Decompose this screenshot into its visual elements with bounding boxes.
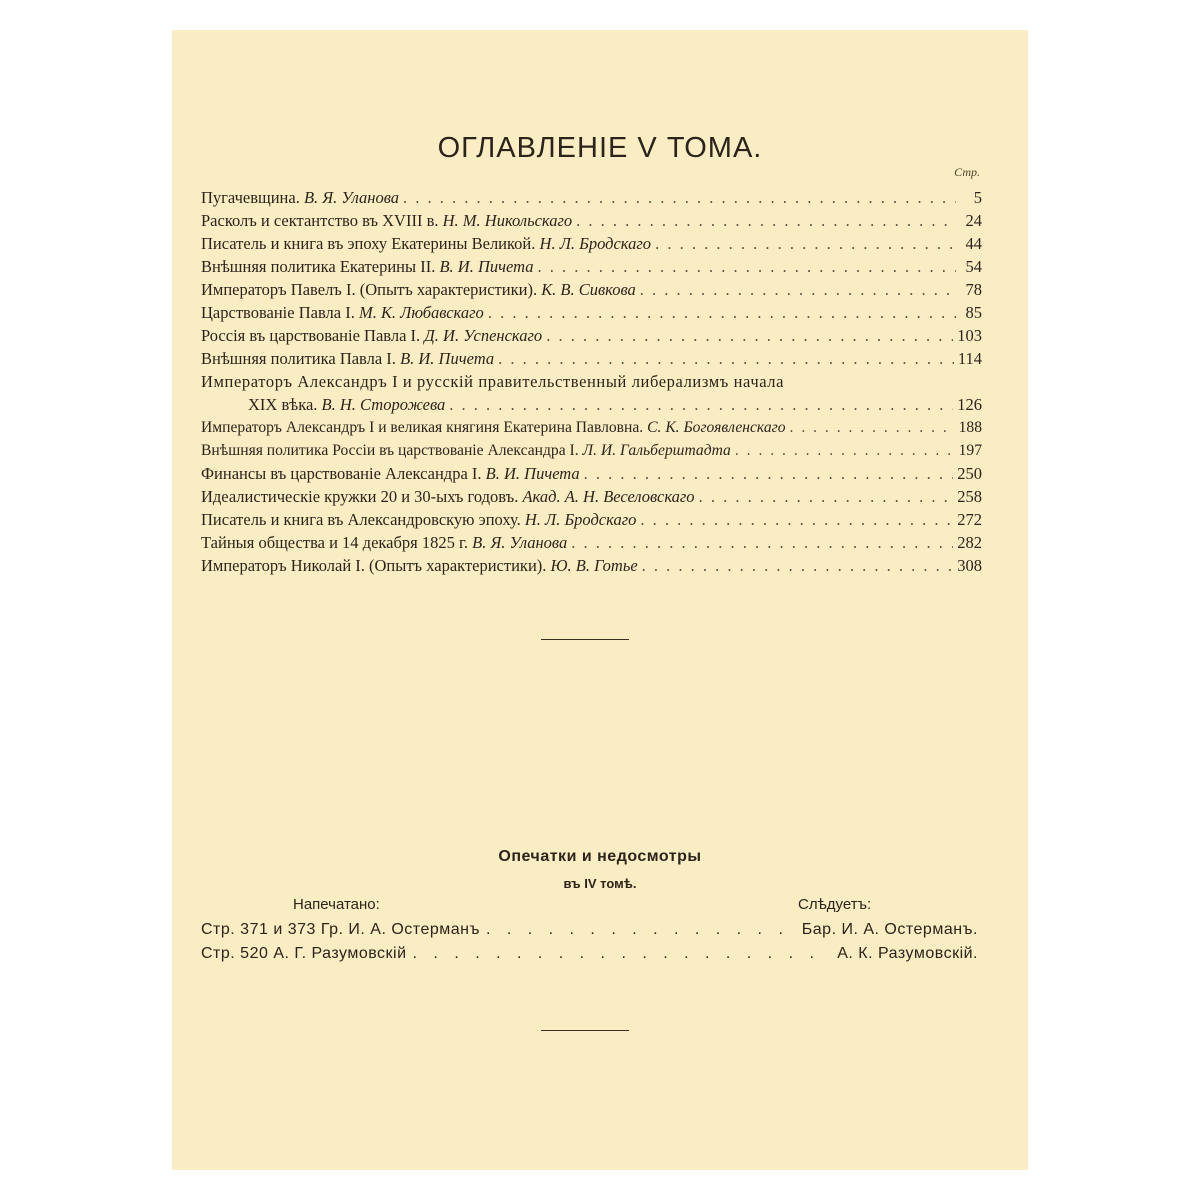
toc-entry bbox=[201, 209, 982, 232]
dot-leader bbox=[642, 554, 954, 577]
page-column-label: Стр. bbox=[954, 165, 980, 179]
toc-entry-author: В. И. Пичета bbox=[485, 464, 580, 483]
toc-entry bbox=[201, 186, 982, 209]
toc-entry-author: В. Я. Уланова bbox=[303, 188, 400, 207]
errata-subtitle: въ IV томѣ. bbox=[563, 876, 637, 891]
toc-entry bbox=[201, 301, 982, 324]
dot-leader bbox=[584, 462, 954, 485]
toc-entry-title: Писатель и книга въ эпоху Екатерины Великой. bbox=[201, 234, 536, 253]
errata-row bbox=[201, 942, 978, 966]
toc-entry-author: Акад. А. Н. Веселовскаго bbox=[522, 487, 695, 506]
toc-entry bbox=[201, 554, 982, 577]
toc-entry-title: Тайныя общества и 14 декабря 1825 г. bbox=[201, 533, 468, 552]
errata-printed: Стр. 371 и 373 Гр. И. А. Остерманъ bbox=[201, 921, 480, 938]
toc-entry-author: Н. Л. Бродскаго bbox=[524, 510, 637, 529]
toc-entry-page: 126 bbox=[957, 395, 982, 414]
toc-entry-page: 197 bbox=[958, 442, 982, 459]
toc-entry-author: Н. М. Никольскаго bbox=[442, 211, 573, 230]
dot-leader bbox=[640, 278, 956, 301]
dot-leader bbox=[571, 531, 953, 554]
toc-entry-page: 44 bbox=[965, 234, 982, 253]
toc-entry-page: 85 bbox=[965, 303, 982, 322]
divider bbox=[541, 1030, 629, 1031]
toc-entry bbox=[201, 439, 982, 462]
toc-entry-page: 78 bbox=[965, 280, 982, 299]
toc-entry-title: Идеалистическiе кружки 20 и 30-ыхъ годовъ. bbox=[201, 487, 519, 506]
toc-entry-page: 54 bbox=[965, 257, 982, 276]
toc-entry-title: Внѣшняя политика Россiи въ царствованiе Александра I. bbox=[201, 442, 579, 459]
toc-entry-page: 258 bbox=[957, 487, 982, 506]
errata-row bbox=[201, 918, 978, 942]
page-title: ОГЛАВЛЕНIЕ V ТОМА. bbox=[437, 132, 763, 164]
toc-entry bbox=[201, 531, 982, 554]
toc-entry-title: Внѣшняя политика Павла I. bbox=[201, 349, 396, 368]
toc-entry-page: 272 bbox=[957, 510, 982, 529]
toc-entry bbox=[201, 255, 982, 278]
toc-entry-author: Н. Л. Бродскаго bbox=[539, 234, 652, 253]
divider bbox=[541, 639, 629, 640]
errata-list bbox=[201, 918, 978, 966]
toc-entry-page: 114 bbox=[957, 349, 982, 368]
toc-entry-page: 24 bbox=[965, 211, 982, 230]
errata-should: Бар. И. А. Остерманъ. bbox=[801, 921, 978, 938]
toc-entry-page: 250 bbox=[957, 464, 982, 483]
toc-entry-page: 188 bbox=[958, 419, 982, 436]
errata-printed: Стр. 520 А. Г. Разумовскiй bbox=[201, 945, 407, 962]
dot-leader bbox=[486, 918, 796, 942]
toc-entry-page: 282 bbox=[957, 533, 982, 552]
toc-entry bbox=[201, 462, 982, 485]
toc-entry-title: Расколъ и сектантство въ XVIII в. bbox=[201, 211, 439, 230]
book-page bbox=[172, 30, 1028, 1170]
dot-leader bbox=[735, 439, 955, 462]
toc-entry-author: В. Я. Уланова bbox=[472, 533, 568, 552]
errata-should: А. К. Разумовскiй. bbox=[837, 945, 978, 962]
toc-entry bbox=[201, 232, 982, 255]
dot-leader bbox=[403, 186, 956, 209]
dot-leader bbox=[449, 393, 953, 416]
toc-entry bbox=[201, 278, 982, 301]
toc-entry-author: Л. И. Гальберштадта bbox=[582, 442, 731, 459]
toc-entry-author: В. И. Пичета bbox=[400, 349, 495, 368]
dot-leader bbox=[537, 255, 956, 278]
toc-entry-title: Императоръ Александръ I и великая княгиня Екатерина Павловна. bbox=[201, 419, 644, 436]
toc-entry-title: Царствованiе Павла I. bbox=[201, 303, 355, 322]
dot-leader bbox=[576, 209, 956, 232]
dot-leader bbox=[790, 416, 955, 439]
dot-leader bbox=[546, 324, 953, 347]
errata-column-should: Слѣдуетъ: bbox=[798, 896, 872, 913]
toc-entry-title: Императоръ Николай I. (Опытъ характеристики). bbox=[201, 556, 547, 575]
toc-entry-author: С. К. Богоявленскаго bbox=[647, 419, 786, 436]
toc-entry-title: Пугачевщина. bbox=[201, 188, 300, 207]
toc-entry-title: Внѣшняя политика Екатерины II. bbox=[201, 257, 436, 276]
toc-entry bbox=[201, 347, 982, 370]
errata-title: Опечатки и недосмотры bbox=[498, 848, 702, 865]
toc-entry-author: К. В. Сивкова bbox=[541, 280, 636, 299]
toc-entry bbox=[201, 370, 982, 393]
dot-leader bbox=[488, 301, 956, 324]
dot-leader bbox=[699, 485, 954, 508]
dot-leader bbox=[655, 232, 956, 255]
toc-entry-page: 308 bbox=[957, 556, 982, 575]
toc-entry bbox=[201, 416, 982, 439]
toc-entry-author: Ю. В. Готье bbox=[550, 556, 638, 575]
toc-entry-title: Россiя въ царствованiе Павла I. bbox=[201, 326, 421, 345]
toc-entry-continuation bbox=[201, 393, 982, 416]
toc-entry-author: В. Н. Сторожева bbox=[321, 395, 446, 414]
toc-entry-title: Императоръ Павелъ I. (Опытъ характеристики). bbox=[201, 280, 538, 299]
toc-entry-title: XIX вѣка. bbox=[248, 395, 318, 414]
toc-entry bbox=[201, 324, 982, 347]
toc-entry-title: Финансы въ царствованiе Александра I. bbox=[201, 464, 482, 483]
toc-entry-page: 5 bbox=[973, 188, 982, 207]
toc-entry-title: Императоръ Александръ I и русскiй правительственный либерализмъ начала bbox=[201, 372, 785, 391]
toc-entry-author: В. И. Пичета bbox=[439, 257, 534, 276]
toc-entry-page: 103 bbox=[957, 326, 982, 345]
table-of-contents bbox=[201, 186, 982, 577]
toc-entry-author: М. К. Любавскаго bbox=[358, 303, 484, 322]
toc-entry-author: Д. И. Успенскаго bbox=[424, 326, 543, 345]
toc-entry-title: Писатель и книга въ Александровскую эпоху. bbox=[201, 510, 521, 529]
dot-leader bbox=[498, 347, 954, 370]
dot-leader bbox=[413, 942, 832, 966]
dot-leader bbox=[640, 508, 953, 531]
toc-entry bbox=[201, 485, 982, 508]
toc-entry bbox=[201, 508, 982, 531]
errata-column-printed: Напечатано: bbox=[293, 896, 380, 913]
